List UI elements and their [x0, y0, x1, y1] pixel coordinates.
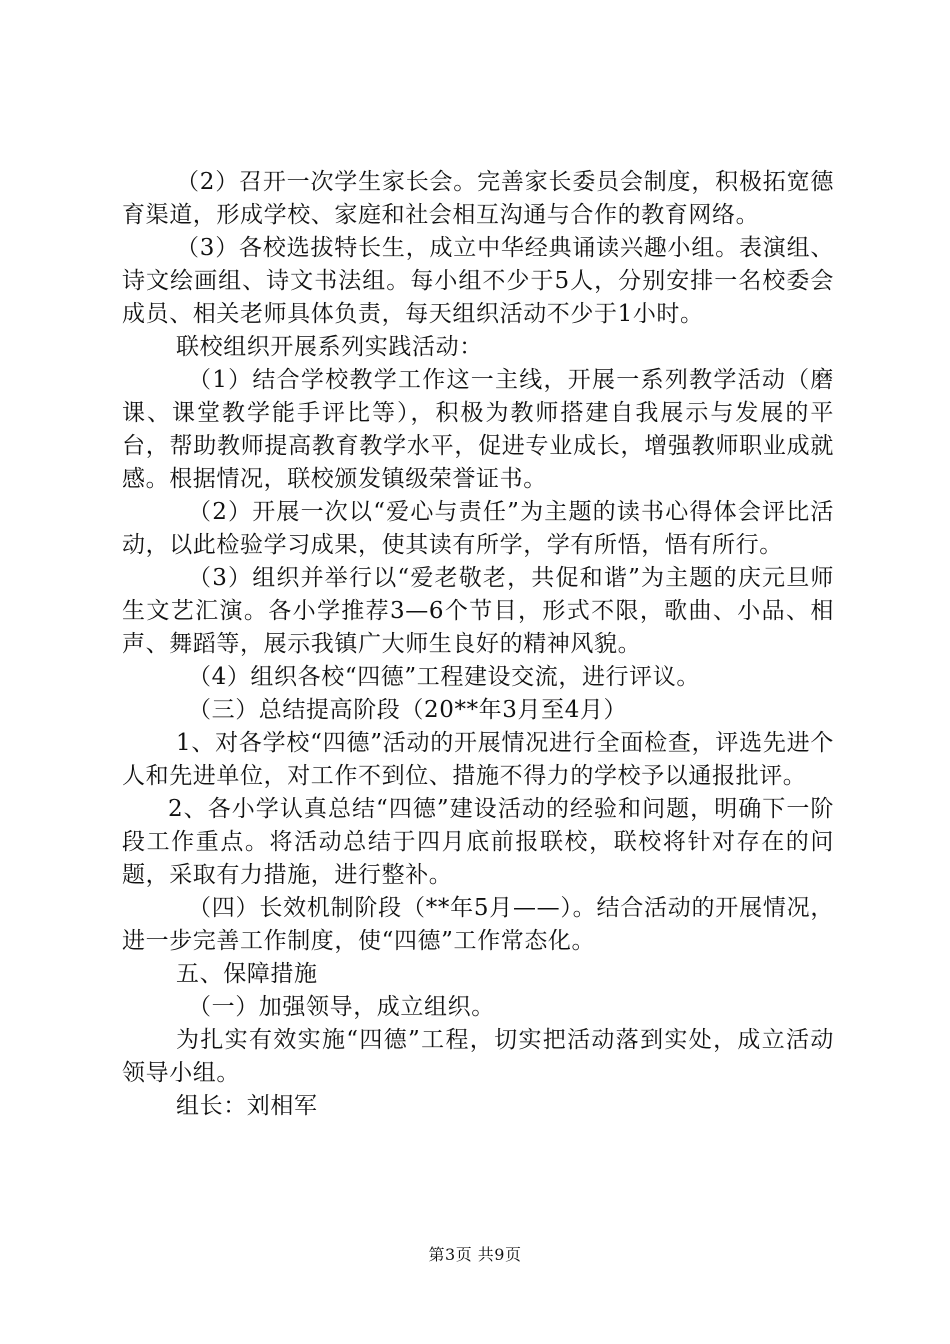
paragraph: （4）组织各校“四德”工程建设交流，进行评议。 — [188, 664, 700, 690]
document-body — [122, 166, 834, 1123]
section-heading: （三）总结提高阶段（20**年3月至4月） — [188, 697, 628, 723]
paragraph: 2、各小学认真总结“四德”建设活动的经验和问题，明确下一阶段工作重点。将活动总结于四月底前报联校，联校将针对存在的问题，采取有力措施，进行整补。 — [122, 796, 834, 888]
paragraph: （1）结合学校教学工作这一主线，开展一系列教学活动（磨课、课堂教学能手评比等），积极为教师搭建自我展示与发展的平台，帮助教师提高教育教学水平，促进专业成长，增强教师职业成就感。根据情况，联校颁发镇级荣誉证书。 — [122, 367, 834, 492]
paragraph: （2）开展一次以“爱心与责任”为主题的读书心得体会评比活动，以此检验学习成果，使其读有所学，学有所悟，悟有所行。 — [122, 499, 834, 558]
paragraph: 1、对各学校“四德”活动的开展情况进行全面检查，评选先进个人和先进单位，对工作不到位、措施不得力的学校予以通报批评。 — [122, 730, 834, 789]
paragraph: （3）各校选拔特长生，成立中华经典诵读兴趣小组。表演组、诗文绘画组、诗文书法组。每小组不少于5人，分别安排一名校委会成员、相关老师具体负责，每天组织活动不少于1小时。 — [122, 235, 834, 327]
paragraph: 组长：刘相军 — [176, 1093, 318, 1119]
paragraph: （3）组织并举行以“爱老敬老，共促和谐”为主题的庆元旦师生文艺汇演。各小学推荐3—6个节目，形式不限，歌曲、小品、相声、舞蹈等，展示我镇广大师生良好的精神风貌。 — [122, 565, 834, 657]
paragraph: （四）长效机制阶段（**年5月——）。结合活动的开展情况，进一步完善工作制度，使“四德”工作常态化。 — [122, 895, 834, 954]
paragraph: 为扎实有效实施“四德”工程，切实把活动落到实处，成立活动领导小组。 — [122, 1027, 834, 1086]
section-heading: （一）加强领导，成立组织。 — [188, 994, 495, 1020]
paragraph: （2）召开一次学生家长会。完善家长委员会制度，积极拓宽德育渠道，形成学校、家庭和社会相互沟通与合作的教育网络。 — [122, 169, 834, 228]
section-heading: 五、保障措施 — [176, 961, 318, 987]
paragraph: 联校组织开展系列实践活动： — [176, 334, 483, 360]
page-number: 第3页 共9页 — [428, 1245, 522, 1264]
